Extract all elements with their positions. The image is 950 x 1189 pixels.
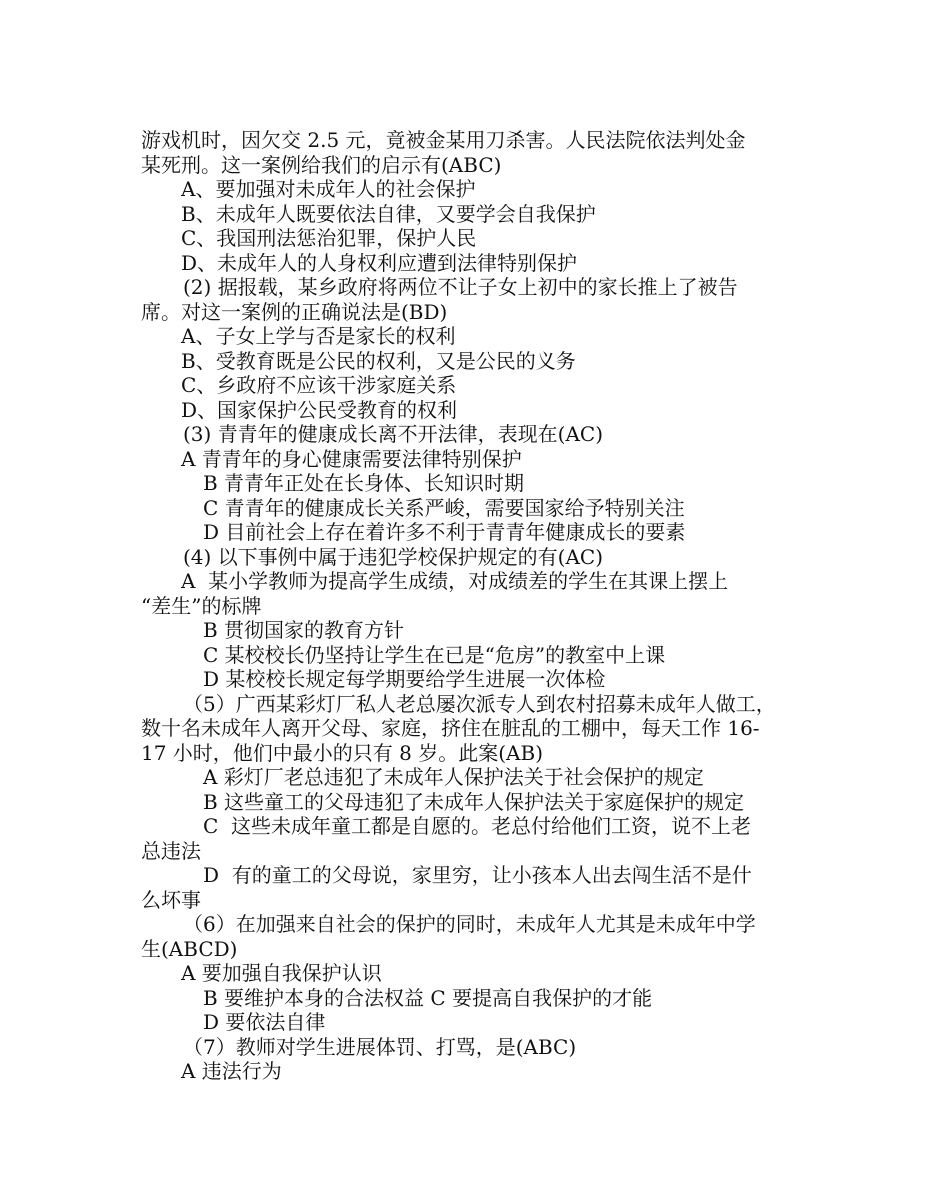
text-line: D 目前社会上存在着许多不利于青青年健康成长的要素 [203,520,686,544]
text-line: C、我国刑法惩治犯罪，保护人民 [181,226,477,250]
document-body [141,128,821,1084]
text-line: 么坏事 [141,887,201,912]
text-line: 生(ABCD) [141,936,238,961]
text-line: （6）在加强来自社会的保护的同时，未成年人尤其是未成年中学 [183,912,756,936]
text-line: 席。对这一案例的正确说法是(BD) [141,299,448,324]
text-line: B、未成年人既要依法自律，又要学会自我保护 [181,201,596,226]
text-line: D 有的童工的父母说，家里穷，让小孩本人出去闯生活不是什 [203,863,752,887]
text-line: A 某小学教师为提高学生成绩，对成绩差的学生在其课上摆上 [181,569,729,593]
text-line: D、国家保护公民受教育的权利 [181,397,458,422]
text-line: A 彩灯厂老总违犯了未成年人保护法关于社会保护的规定 [203,765,704,789]
text-line: C、乡政府不应该干涉家庭关系 [181,373,457,397]
text-line: 数十名未成年人离开父母、家庭，挤住在脏乱的工棚中，每天工作 16- [141,716,760,740]
text-line: A 违法行为 [181,1059,282,1083]
text-line: B 这些童工的父母违犯了未成年人保护法关于家庭保护的规定 [203,789,745,814]
text-line: 17 小时，他们中最小的只有 8 岁。此案(AB) [141,740,543,765]
text-line: （7）教师对学生进展体罚、打骂，是(ABC) [183,1034,577,1059]
text-line: B 贯彻国家的教育方针 [203,618,405,642]
text-line: “差生”的标牌 [141,593,262,618]
text-line: B、受教育既是公民的权利，又是公民的义务 [181,348,576,373]
text-line: D 要依法自律 [203,1010,326,1034]
text-line: B 要维护本身的合法权益 C 要提高自我保护的才能 [203,985,653,1010]
text-line: (2) 据报载，某乡政府将两位不让子女上初中的家长推上了被告 [183,275,738,299]
text-line: A 要加强自我保护认识 [181,961,382,985]
text-line: A 青青年的身心健康需要法律特别保护 [181,446,522,471]
text-line: 某死刑。这一案例给我们的启示有(ABC) [141,152,502,177]
text-line: A、子女上学与否是家长的权利 [181,324,456,348]
text-line: A、要加强对未成年人的社会保护 [181,177,476,201]
text-line: (3) 青青年的健康成长离不开法律，表现在(AC) [183,422,604,446]
text-line: 总违法 [141,838,201,863]
text-line: C 这些未成年童工都是自愿的。老总付给他们工资，说不上老 [203,814,752,838]
text-line: D 某校校长规定每学期要给学生进展一次体检 [203,667,606,691]
text-line: D、未成年人的人身权利应遭到法律特别保护 [181,250,578,275]
text-line: C 青青年的健康成长关系严峻，需要国家给予特别关注 [203,495,685,520]
text-line: C 某校校长仍坚持让学生在已是“危房”的教室中上课 [203,642,666,667]
text-line: 游戏机时，因欠交 2.5 元，竟被金某用刀杀害。人民法院依法判处金 [141,128,746,152]
text-line: B 青青年正处在长身体、长知识时期 [203,471,525,495]
text-line: （5）广西某彩灯厂私人老总屡次派专人到农村招募未成年人做工， [183,691,776,716]
text-line: (4) 以下事例中属于违犯学校保护规定的有(AC) [183,544,604,569]
